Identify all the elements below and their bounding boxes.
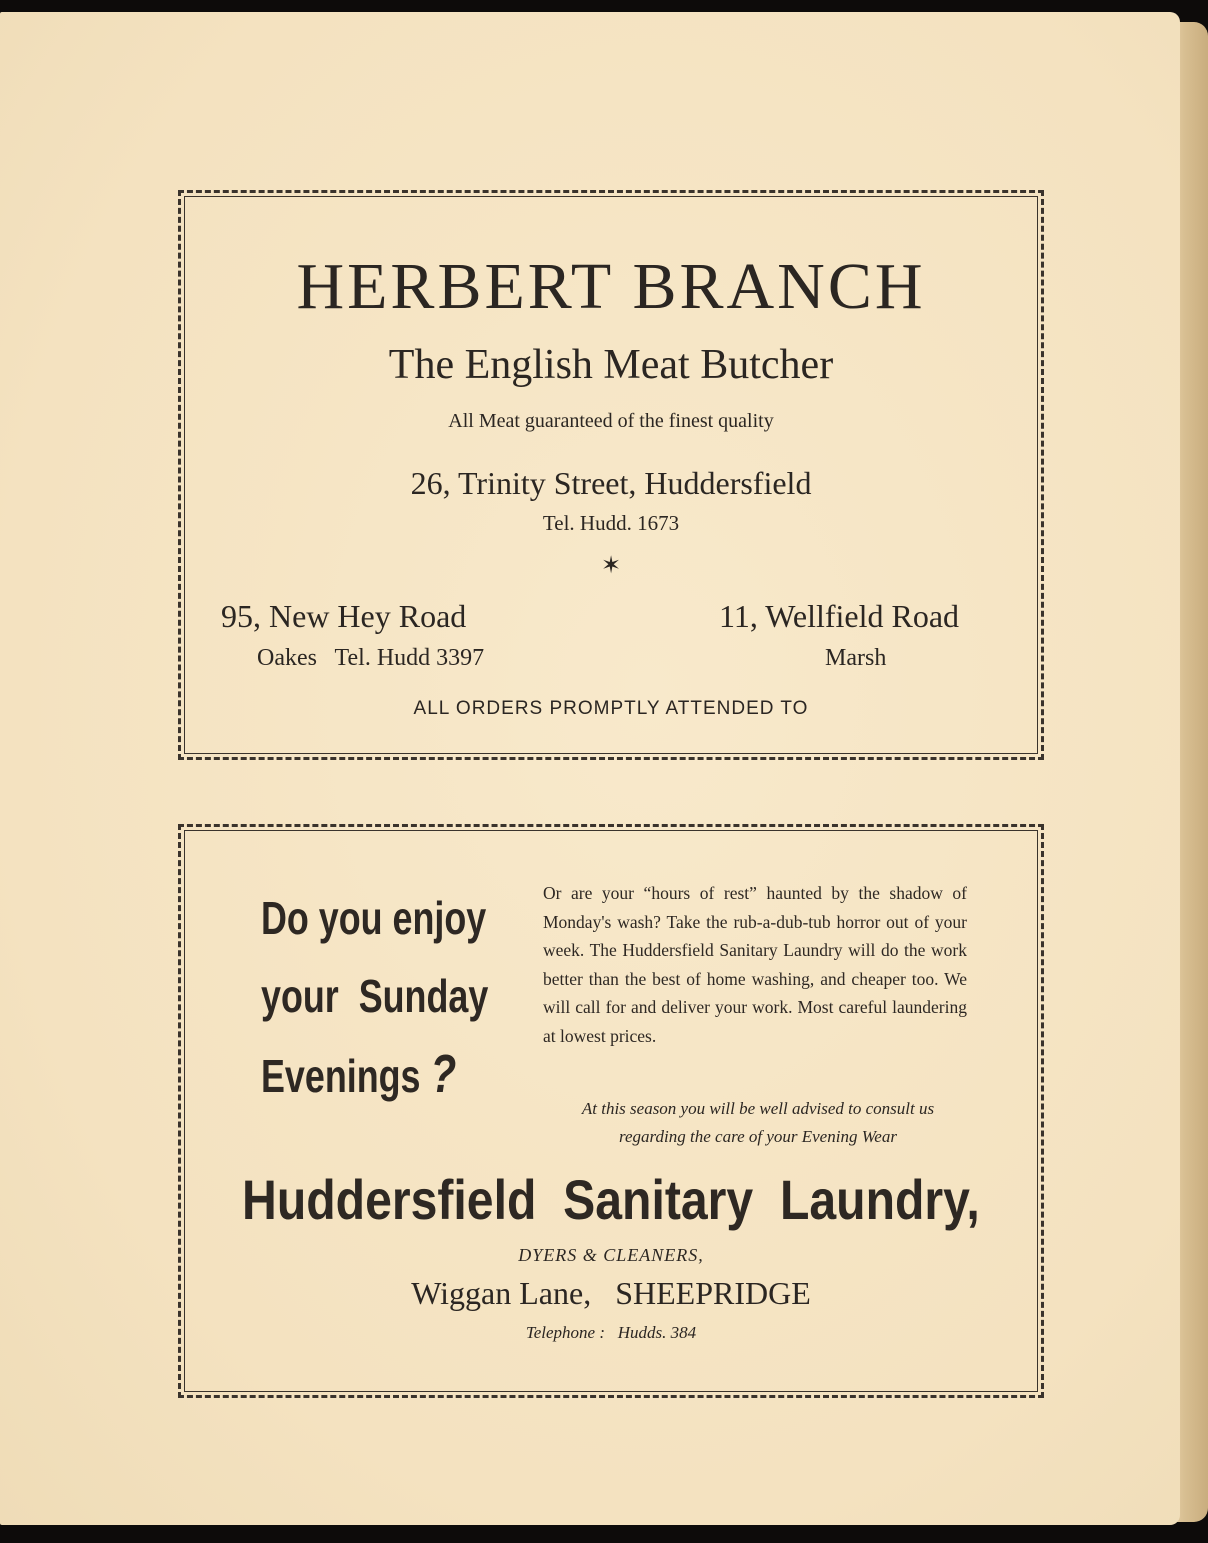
laundry-body-text: Or are your “hours of rest” haunted by the shadow of Monday's wash? Take the rub-a-dub-tub horror out of your week. The Huddersfield Sanitary Laundry will do the work better than the best of home washing, and cheaper too. We will call for and deliver your work. Most careful laundering at lowest prices. [543,883,967,1046]
herbert-branch-advert [178,190,1044,760]
headline-line: Do you enjoy [261,892,487,944]
headline-line [261,1035,518,1115]
headline-line-text: Evenings [261,1050,421,1102]
advert-title: HERBERT BRANCH [296,250,926,323]
main-telephone: Tel. Hudd. 1673 [542,511,680,535]
laundry-advert [178,824,1044,1398]
laundry-address: Wiggan Lane, SHEEPRIDGE [411,1275,811,1311]
star-ornament-icon: ✶ [600,553,622,579]
branch-left-area: Oakes Tel. Hudd 3397 [257,645,485,671]
laundry-name-text: Huddersfield Sanitary Laundry, [242,1168,980,1231]
branch-right-area: Marsh [825,645,887,671]
laundry-trade: DYERS & CLEANERS, [518,1245,704,1265]
page [0,12,1180,1525]
branch-left-address: 95, New Hey Road [221,598,467,634]
question-mark: ? [430,1044,457,1104]
quality-guarantee: All Meat guaranteed of the finest quality [448,410,774,432]
laundry-name [181,1167,1041,1232]
advert-subtitle: The English Meat Butcher [388,342,834,388]
main-address: 26, Trinity Street, Huddersfield [410,465,812,501]
laundry-telephone: Telephone : Hudds. 384 [525,1323,697,1342]
evening-wear-advice: At this season you will be well advised to consult us regarding the care of your Evening Wear [581,1099,935,1146]
orders-notice: ALL ORDERS PROMPTLY ATTENDED TO [413,698,809,719]
branch-right-address: 11, Wellfield Road [719,598,960,634]
laundry-headline [261,879,518,1115]
headline-line: your Sunday [261,970,489,1022]
